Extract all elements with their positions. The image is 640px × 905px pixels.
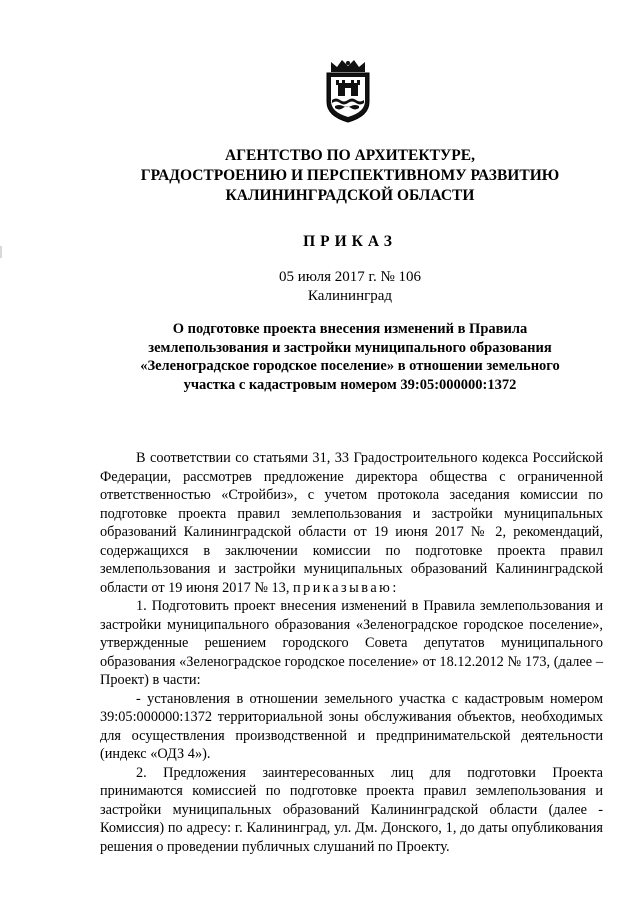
organization-line-1: АГЕНТСТВО ПО АРХИТЕКТУРЕ,: [225, 147, 475, 164]
order-title: ПРИКАЗ: [303, 233, 397, 250]
order-meta: [90, 268, 610, 306]
item-1-subitem: - установления в отношении земельного участка с кадастровым номером 39:05:000000:1372 территориальной зоны обслуживания объектов, необходимых для осуществления производственной и предпринимательской деятельности (индекс «ОДЗ 4»).: [100, 690, 603, 762]
subject-line-4: участка с кадастровым номером 39:05:000000:1372: [183, 376, 517, 393]
scan-edge-mark: [0, 246, 2, 258]
intro-paragraph: [100, 449, 603, 597]
organization-header: [90, 146, 610, 206]
item-1-paragraph: 1. Подготовить проект внесения изменений в Правила землепользования и застройки муниципального образования «Зеленоградское городское поселение», утвержденные решением городского Совета депутатов муниципального образования «Зеленоградское городское поселение» от 18.12.2012 № 173, (далее – Проект) в части:: [100, 598, 603, 688]
subject-line-3: «Зеленоградское городское поселение» в отношении земельного: [140, 358, 560, 374]
order-word: приказываю:: [292, 579, 399, 596]
order-date-number: 05 июля 2017 г. № 106: [278, 269, 422, 285]
order-subject: [90, 320, 610, 394]
intro-text: В соответствии со статьями 31, 33 Градостроительного кодекса Российской Федерации, рассмотрев предложение директора общества с ограниченной ответственностью «Стройбиз», с учетом протокола заседания комиссии по подготовке проекта правил землепользования и застройки муниципальных образований Калининградской области от 19 июня 2017 № 2, рекомендаций, содержащихся в заключении комиссии по подготовке проекта правил землепользования и застройки муниципальных образований Калининградской области от 19 июня 2017 № 13,: [100, 450, 603, 596]
order-body: [100, 449, 603, 856]
organization-line-2: ГРАДОСТРОЕНИЮ И ПЕРСПЕКТИВНОМУ РАЗВИТИЮ: [140, 167, 560, 184]
subject-line-2: землепользования и застройки муниципального образования: [148, 339, 552, 356]
organization-line-3: КАЛИНИНГРАДСКОЙ ОБЛАСТИ: [225, 187, 475, 204]
order-city: Калининград: [307, 288, 393, 304]
subject-line-1: О подготовке проекта внесения изменений в Правила: [172, 321, 528, 337]
item-2-paragraph: 2. Предложения заинтересованных лиц для подготовки Проекта принимаются комиссией по подготовке проекта правил землепользования и застройки муниципальных образований Калининградской области (далее - Комиссия) по адресу: г. Калининград, ул. Дм. Донского, 1, до даты опубликования решения о проведении публичных слушаний по Проекту.: [100, 764, 603, 855]
coat-of-arms-icon: [321, 58, 375, 124]
